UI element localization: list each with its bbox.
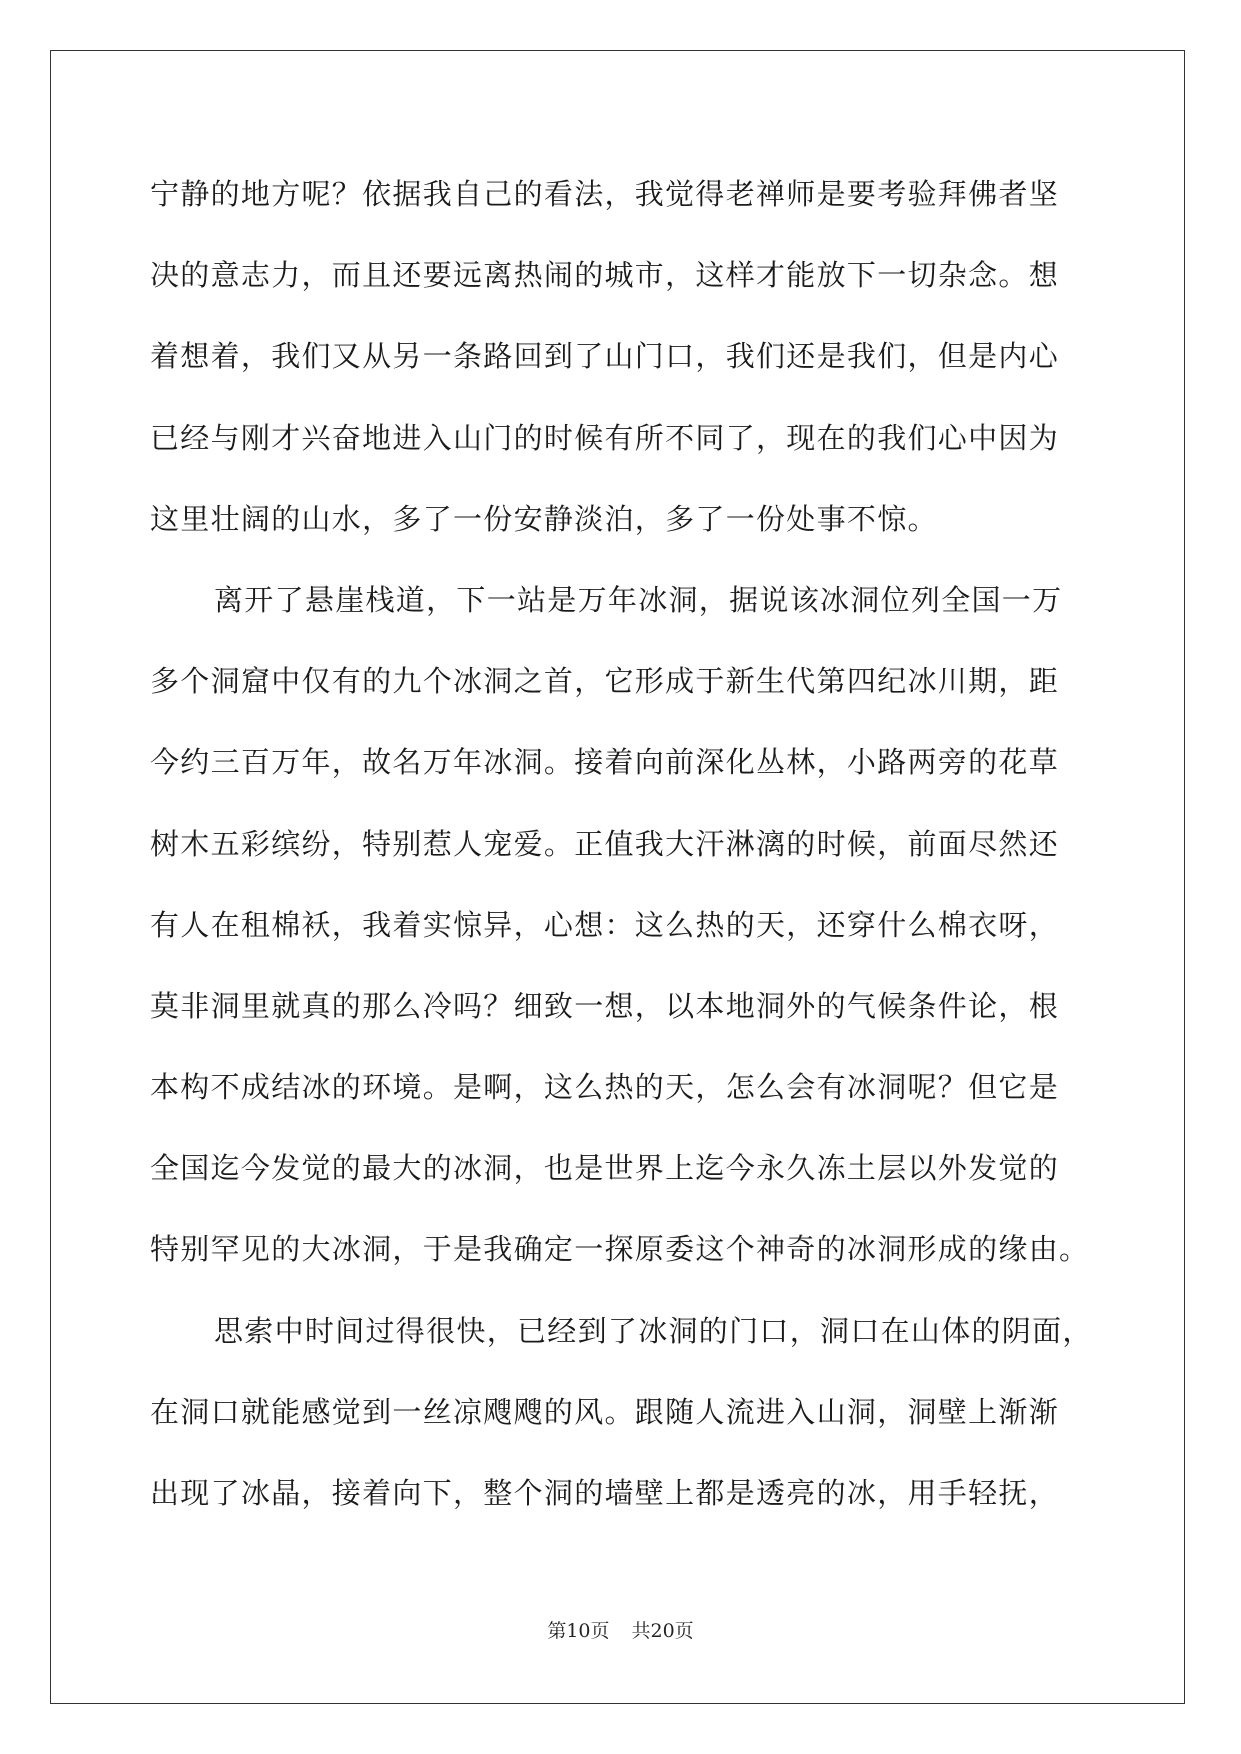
text-line: 特别罕见的大冰洞，于是我确定一探原委这个神奇的冰洞形成的缘由。 bbox=[150, 1232, 1090, 1267]
paragraph-start-line: 思索中时间过得很快，已经到了冰洞的门口，洞口在山体的阴面， bbox=[214, 1313, 1093, 1348]
text-line: 本构不成结冰的环境。是啊，这么热的天，怎么会有冰洞呢？但它是 bbox=[150, 1070, 1060, 1105]
text-line: 着想着，我们又从另一条路回到了山门口，我们还是我们，但是内心 bbox=[150, 339, 1060, 374]
text-line: 全国迄今发觉的最大的冰洞，也是世界上迄今永久冻土层以外发觉的 bbox=[150, 1151, 1060, 1186]
text-line: 多个洞窟中仅有的九个冰洞之首，它形成于新生代第四纪冰川期，距 bbox=[150, 664, 1060, 699]
current-page-label: 第10页 bbox=[547, 1620, 610, 1642]
text-line: 今约三百万年，故名万年冰洞。接着向前深化丛林，小路两旁的花草 bbox=[150, 745, 1060, 780]
text-line: 已经与刚才兴奋地进入山门的时候有所不同了，现在的我们心中因为 bbox=[150, 420, 1060, 455]
paragraph-start-line: 离开了悬崖栈道，下一站是万年冰洞，据说该冰洞位列全国一万 bbox=[214, 582, 1063, 617]
document-body bbox=[150, 154, 1093, 1534]
total-pages-label: 共20页 bbox=[631, 1620, 694, 1642]
text-line: 这里壮阔的山水，多了一份安静淡泊，多了一份处事不惊。 bbox=[150, 501, 938, 536]
text-line: 莫非洞里就真的那么冷吗？细致一想，以本地洞外的气候条件论，根 bbox=[150, 988, 1060, 1023]
text-line: 决的意志力，而且还要远离热闹的城市，这样才能放下一切杂念。想 bbox=[150, 258, 1060, 293]
text-line: 宁静的地方呢？依据我自己的看法，我觉得老禅师是要考验拜佛者坚 bbox=[150, 177, 1060, 211]
page-footer bbox=[0, 1618, 1241, 1644]
text-line: 出现了冰晶，接着向下，整个洞的墙壁上都是透亮的冰，用手轻抚， bbox=[150, 1476, 1060, 1510]
text-line: 在洞口就能感觉到一丝凉飕飕的风。跟随人流进入山洞，洞壁上渐渐 bbox=[150, 1394, 1060, 1429]
text-line: 树木五彩缤纷，特别惹人宠爱。正值我大汗淋漓的时候，前面尽然还 bbox=[150, 826, 1060, 861]
text-line: 有人在租棉袄，我着实惊异，心想：这么热的天，还穿什么棉衣呀， bbox=[150, 907, 1060, 942]
